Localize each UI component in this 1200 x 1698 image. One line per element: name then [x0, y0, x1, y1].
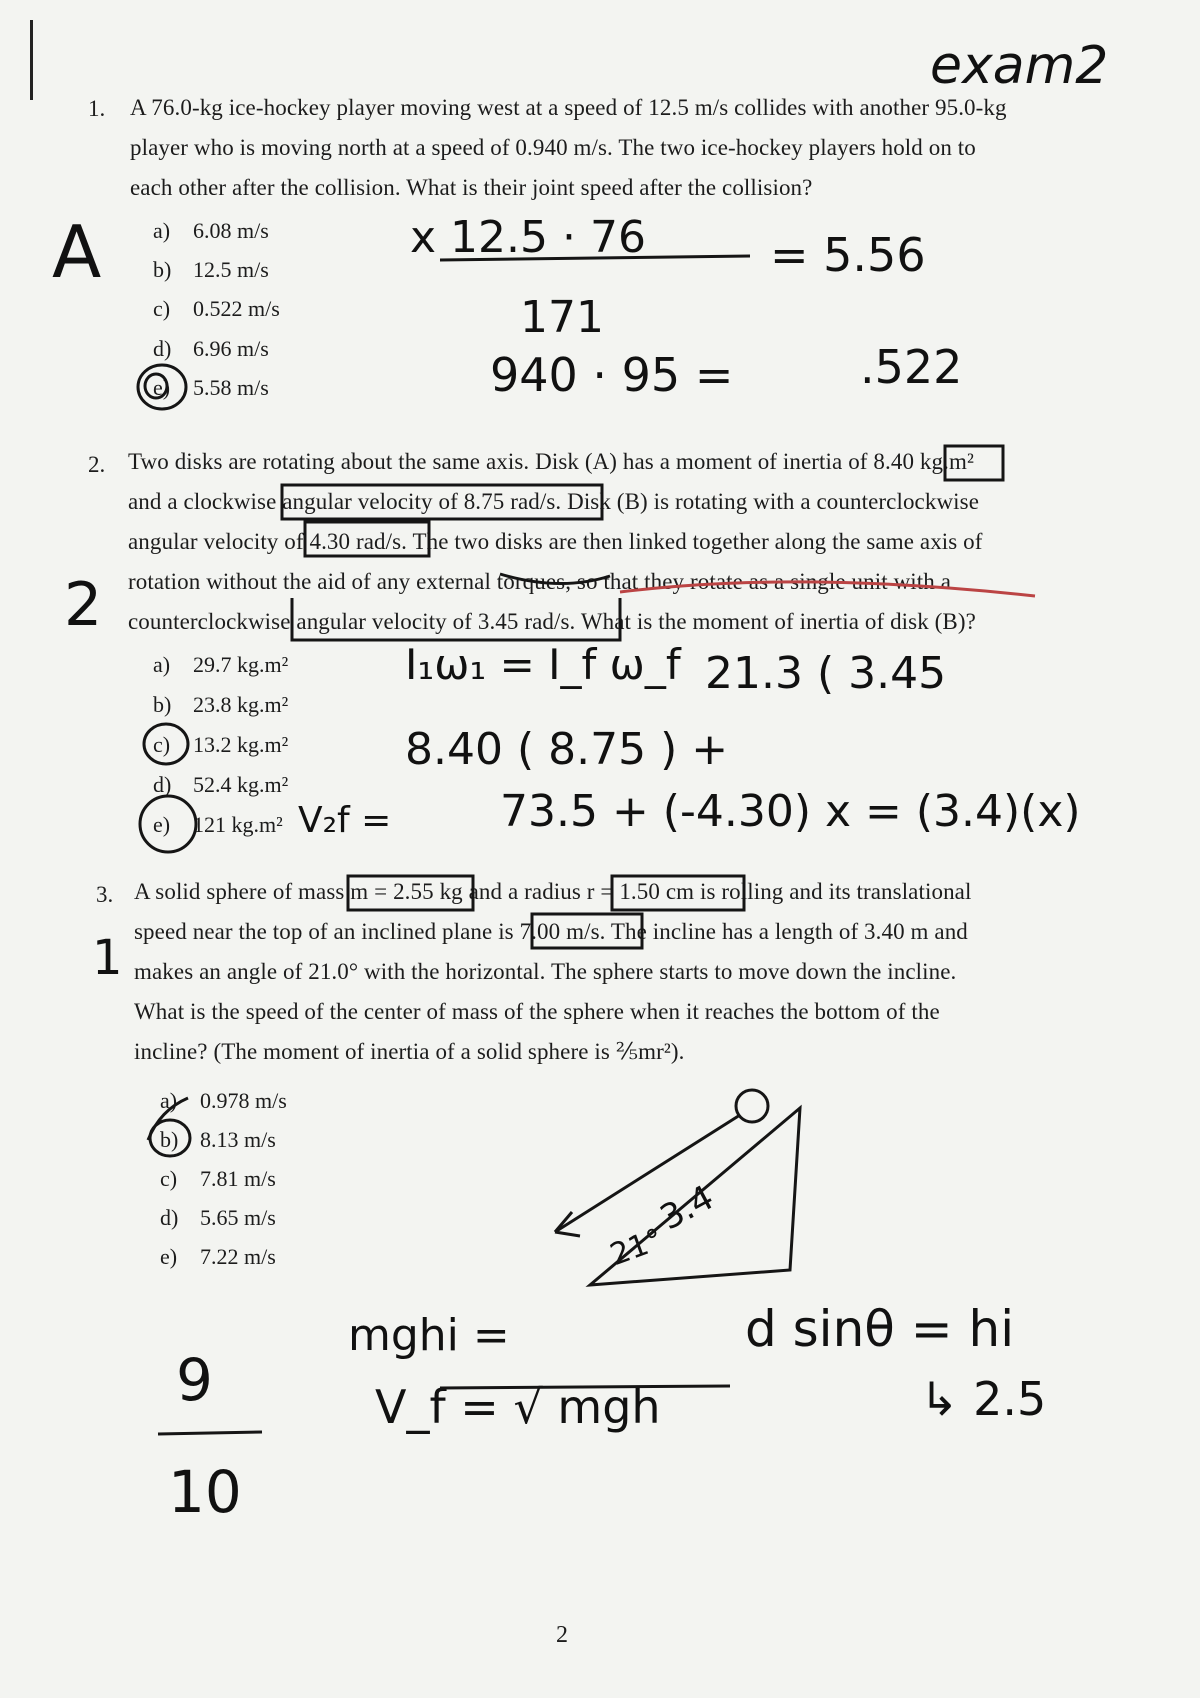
question-1-line: A 76.0-kg ice-hockey player moving west at a speed of 12.5 m/s collides with another 95.0-kg [130, 95, 1007, 120]
choice-text: 7.81 m/s [200, 1166, 276, 1191]
q3-box-mass [348, 876, 473, 910]
incline-triangle [590, 1108, 800, 1285]
choice-label: c) [153, 732, 171, 757]
q1-answer-circle-inner [145, 374, 167, 398]
choice-label: a) [153, 652, 171, 677]
question-3-number: 3. [96, 882, 114, 907]
choice-label: c) [153, 296, 171, 321]
q3-margin-mark: 1 [92, 930, 123, 986]
choice-label: d) [160, 1205, 179, 1230]
choice-label: b) [153, 692, 172, 717]
q2-box-angular-velocity [282, 485, 602, 519]
q1-grade-mark: A [52, 210, 102, 294]
question-2-line: rotation without the aid of any external torques, so that they rotate as a single unit with a [128, 569, 952, 594]
choice-text: 0.978 m/s [200, 1088, 287, 1113]
choice-text: 23.8 kg.m² [193, 692, 289, 717]
choice-text: 121 kg.m² [193, 812, 283, 837]
question-2-line: angular velocity of 4.30 rad/s. The two disks are then linked together along the same axis of [128, 529, 983, 554]
sphere-sketch [736, 1090, 768, 1122]
choice-label: d) [153, 772, 172, 797]
question-2-line: and a clockwise angular velocity of 8.75 rad/s. Disk (B) is rotating with a counterclockwise [128, 489, 980, 514]
q1-work-line1-result: = 5.56 [770, 228, 926, 282]
score-denominator: 10 [168, 1458, 242, 1526]
q2-answer-circle [140, 796, 196, 852]
choice-text: 29.7 kg.m² [193, 652, 289, 677]
question-2-number: 2. [88, 452, 106, 477]
q2-work-line3a: V₂f = [298, 800, 392, 841]
q3-work-eq1: mghi = [348, 1310, 510, 1361]
q1-fraction-bar [440, 256, 750, 260]
choice-label: e) [160, 1244, 178, 1269]
question-3-line: makes an angle of 21.0° with the horizontal. The sphere starts to move down the incline. [134, 959, 957, 984]
q2-box-final-velocity [292, 598, 620, 640]
choice-text: 5.65 m/s [200, 1205, 276, 1230]
q2-box-velocity-b [305, 522, 429, 556]
choice-label: a) [160, 1088, 178, 1113]
question-2-line: counterclockwise angular velocity of 3.45 rad/s. What is the moment of inertia of disk (B)? [128, 609, 976, 634]
choice-label: c) [160, 1166, 178, 1191]
q2-circle-c [144, 724, 188, 764]
q3-length-label: 3.4 [653, 1177, 721, 1239]
q1-work-line1: x 12.5 · 76 [410, 212, 646, 263]
choice-label: b) [160, 1127, 179, 1152]
question-3-line: speed near the top of an inclined plane is 7.00 m/s. The incline has a length of 3.40 m and [134, 919, 968, 944]
choice-text: 12.5 m/s [193, 257, 269, 282]
q2-work-line1b: 21.3 ( 3.45 [705, 648, 947, 699]
choice-text: 6.96 m/s [193, 336, 269, 361]
sqrt-bar [440, 1386, 730, 1388]
choice-label: a) [153, 218, 171, 243]
choice-label: e) [153, 375, 171, 400]
choice-text: 5.58 m/s [193, 375, 269, 400]
q1-work-line3-result: .522 [860, 340, 963, 394]
q2-work-line3b: 73.5 + (-4.30) x = (3.4)(x) [500, 786, 1081, 837]
q1-work-line2: 171 [520, 292, 604, 343]
q3-work-eq4: ↳ 2.5 [920, 1372, 1047, 1426]
page-number: 2 [556, 1622, 568, 1648]
q1-work-line3: 940 · 95 = [490, 348, 734, 402]
choice-label: b) [153, 257, 172, 282]
score-fraction-bar [158, 1432, 262, 1434]
score-numerator: 9 [176, 1346, 213, 1414]
question-3-line: A solid sphere of mass m = 2.55 kg and a radius r = 1.50 cm is rolling and its translational [134, 879, 972, 904]
choice-text: 6.08 m/s [193, 218, 269, 243]
q2-underline-red [620, 582, 1035, 596]
question-3-line: incline? (The moment of inertia of a solid sphere is ⅖mr²). [134, 1039, 685, 1064]
choice-text: 13.2 kg.m² [193, 732, 289, 757]
choice-label: e) [153, 812, 171, 837]
q2-margin-mark: 2 [64, 570, 103, 640]
q2-box-inertia [945, 446, 1003, 480]
question-1-line: each other after the collision. What is their joint speed after the collision? [130, 175, 813, 200]
handwritten-title: exam2 [930, 36, 1109, 96]
choice-label: d) [153, 336, 172, 361]
incline-arrow-line [555, 1115, 740, 1232]
q3-angle-label: 21° [605, 1221, 668, 1274]
q3-work-eq3: d sinθ = hi [745, 1300, 1015, 1358]
choice-text: 8.13 m/s [200, 1127, 276, 1152]
q3-work-eq2: V_f = √ mgh [375, 1380, 661, 1434]
q2-work-line1: I₁ω₁ = I_f ω_f [405, 640, 681, 689]
q3-box-speed [532, 914, 642, 948]
choice-text: 7.22 m/s [200, 1244, 276, 1269]
choice-text: 52.4 kg.m² [193, 772, 289, 797]
question-2-line: Two disks are rotating about the same axis. Disk (A) has a moment of inertia of 8.40 kg.m² [128, 449, 974, 474]
q2-underline [500, 574, 610, 584]
question-1-number: 1. [88, 96, 106, 121]
q3-box-radius [612, 876, 744, 910]
question-1-line: player who is moving north at a speed of 0.940 m/s. The two ice-hockey players hold on to [130, 135, 976, 160]
question-3-line: What is the speed of the center of mass of the sphere when it reaches the bottom of the [134, 999, 940, 1024]
choice-text: 0.522 m/s [193, 296, 280, 321]
q2-work-line2: 8.40 ( 8.75 ) + [405, 724, 729, 775]
